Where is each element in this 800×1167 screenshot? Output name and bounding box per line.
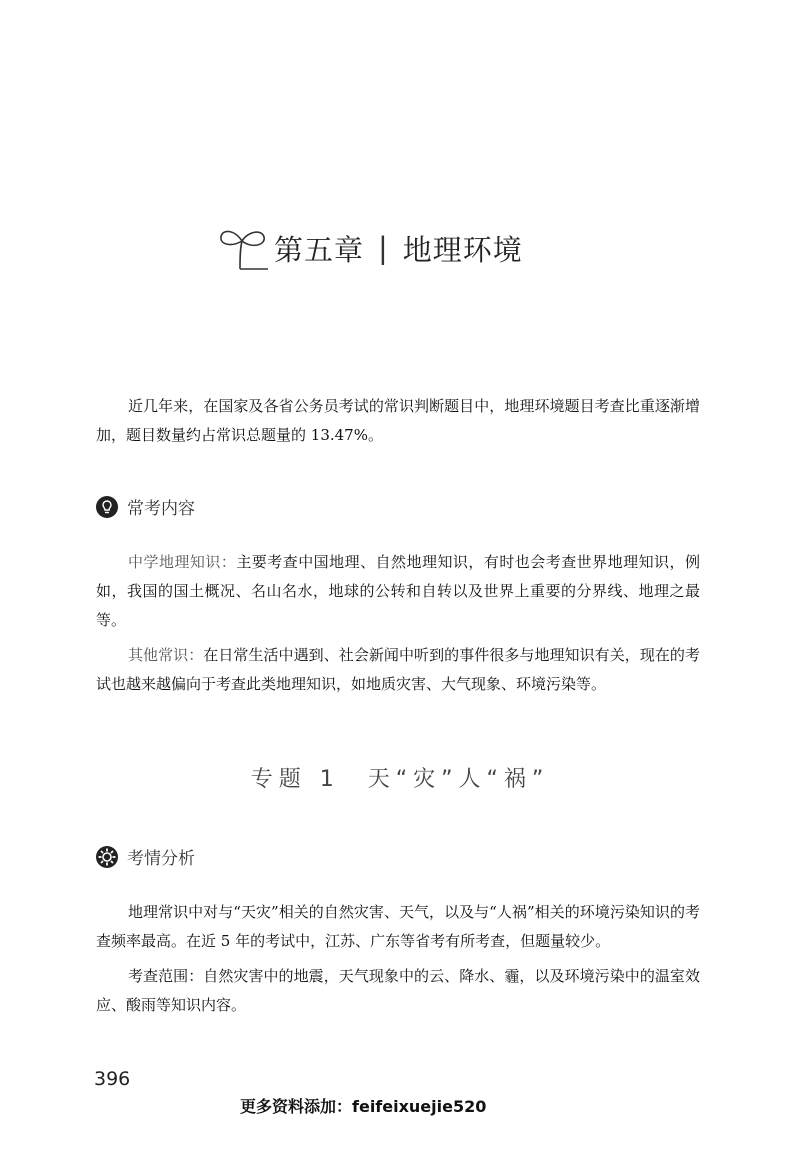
topic-title: 专题 1 天“灾”人“祸” bbox=[250, 767, 550, 792]
common-item bbox=[96, 641, 700, 699]
sprout-icon bbox=[218, 223, 272, 273]
common-item bbox=[96, 548, 700, 635]
analysis-scope-text: 自然灾害中的地震，天气现象中的云、降水、霾，以及环境污染中的温室效应、酸雨等知识内容。 bbox=[96, 967, 700, 1014]
section-analysis-title: 考情分析 bbox=[127, 849, 195, 869]
chapter-heading bbox=[218, 218, 523, 278]
bulb-badge-icon bbox=[95, 495, 119, 519]
section-analysis-heading bbox=[95, 844, 195, 869]
page-number: 396 bbox=[94, 1068, 131, 1090]
common-item-lead: 其他常识： bbox=[128, 646, 204, 664]
gear-badge-icon bbox=[95, 845, 119, 869]
section-common-heading bbox=[95, 494, 195, 519]
common-item-text: 主要考查中国地理、自然地理知识，有时也会考查世界地理知识，例如，我国的国土概况、名山名水，地球的公转和自转以及世界上重要的分界线、地理之最等。 bbox=[96, 553, 700, 629]
intro-block bbox=[96, 392, 700, 450]
section-common-body bbox=[96, 548, 700, 699]
section-analysis-body bbox=[96, 898, 700, 1020]
chapter-title: 地理环境 bbox=[402, 232, 523, 267]
analysis-scope-lead: 考查范围： bbox=[128, 967, 204, 985]
intro-paragraph: 近几年来，在国家及各省公务员考试的常识判断题目中，地理环境题目考查比重逐渐增加，题目数量约占常识总题量的 13.47%。 bbox=[96, 397, 700, 444]
analysis-scope bbox=[96, 962, 700, 1020]
footer-note: 更多资料添加：feifeixuejie520 bbox=[240, 1097, 487, 1116]
common-item-text: 在日常生活中遇到、社会新闻中听到的事件很多与地理知识有关，现在的考试也越来越偏向于考查此类地理知识，如地质灾害、大气现象、环境污染等。 bbox=[96, 646, 700, 693]
analysis-paragraph: 地理常识中对与“天灾”相关的自然灾害、天气，以及与“人祸”相关的环境污染知识的考查频率最高。在近 5 年的考试中，江苏、广东等省考有所考查，但题量较少。 bbox=[96, 903, 700, 950]
section-common-title: 常考内容 bbox=[127, 499, 195, 519]
chapter-separator: | bbox=[378, 231, 389, 265]
chapter-number: 第五章 bbox=[274, 232, 365, 267]
common-item-lead: 中学地理知识： bbox=[128, 553, 237, 571]
